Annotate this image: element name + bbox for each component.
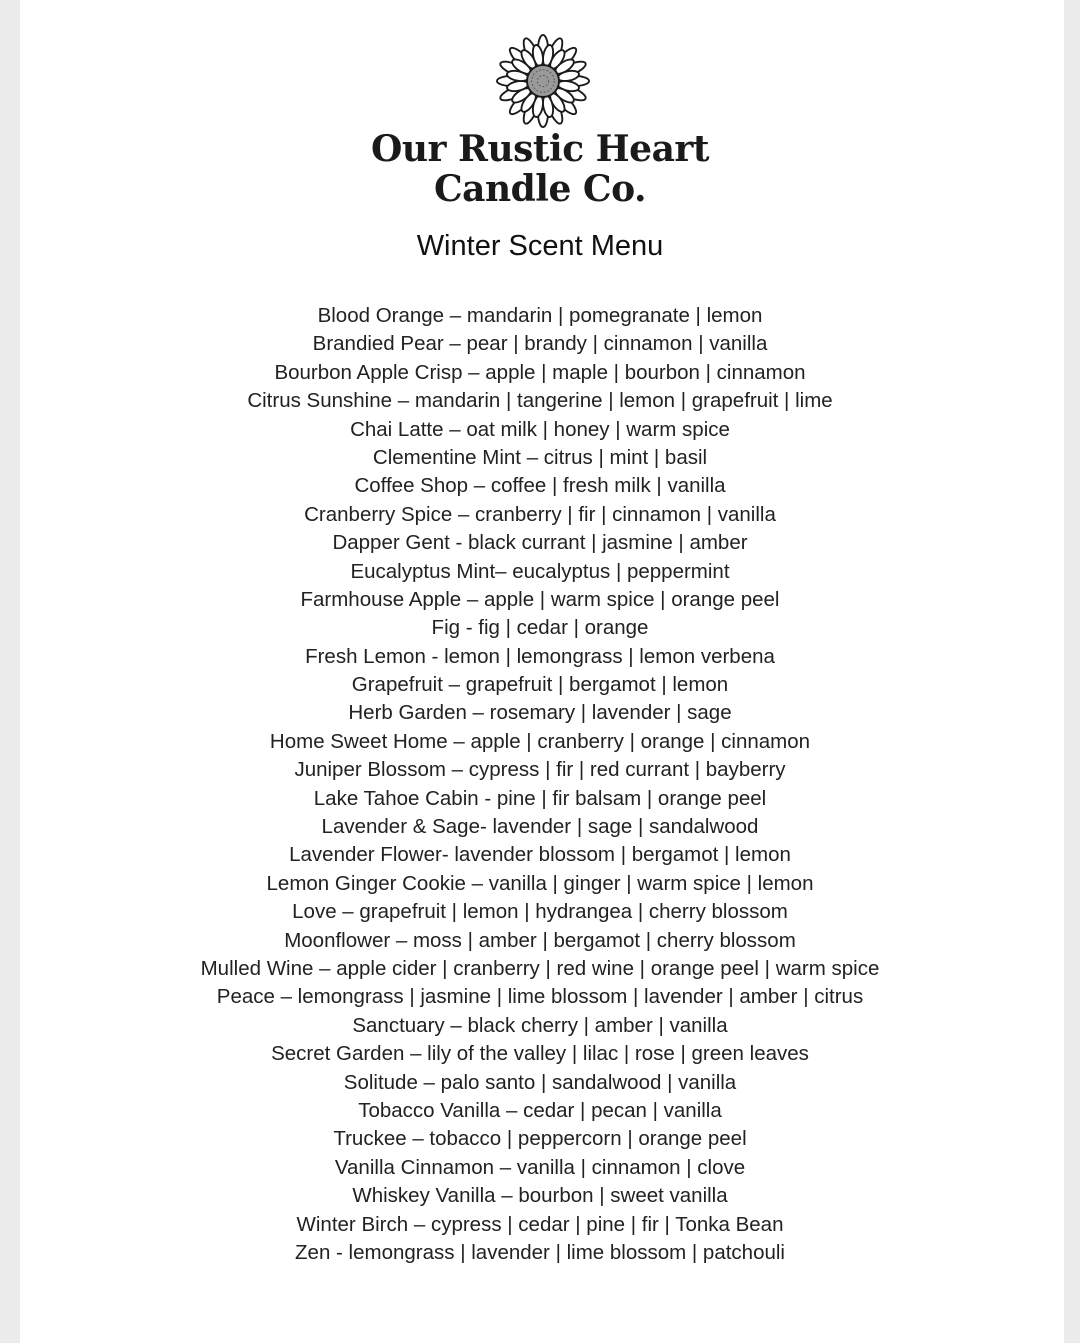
menu-title: Winter Scent Menu	[416, 230, 664, 262]
scent-item: Zen - lemongrass | lavender | lime blossom | patchouli	[295, 1240, 785, 1264]
scent-item: Dapper Gent - black currant | jasmine | amber	[332, 531, 748, 555]
scent-item: Lemon Ginger Cookie – vanilla | ginger | warm spice | lemon	[266, 871, 814, 895]
scent-item: Sanctuary – black cherry | amber | vanilla	[352, 1013, 728, 1037]
scent-item: Farmhouse Apple – apple | warm spice | orange peel	[300, 587, 780, 611]
scent-item: Home Sweet Home – apple | cranberry | orange | cinnamon	[269, 729, 811, 753]
scent-item: Whiskey Vanilla – bourbon | sweet vanilla	[352, 1184, 728, 1208]
scent-item: Winter Birch – cypress | cedar | pine | fir | Tonka Bean	[296, 1212, 784, 1236]
brand-name-line2: Candle Co.	[433, 168, 646, 210]
scent-item: Chai Latte – oat milk | honey | warm spice	[350, 417, 730, 441]
scent-item: Citrus Sunshine – mandarin | tangerine | lemon | grapefruit | lime	[247, 389, 833, 413]
scent-item: Bourbon Apple Crisp – apple | maple | bourbon | cinnamon	[274, 360, 806, 384]
scent-item: Mulled Wine – apple cider | cranberry | red wine | orange peel | warm spice	[200, 956, 880, 980]
scent-item: Tobacco Vanilla – cedar | pecan | vanilla	[358, 1098, 722, 1122]
scent-item: Secret Garden – lily of the valley | lilac | rose | green leaves	[271, 1042, 809, 1066]
scent-item: Eucalyptus Mint– eucalyptus | peppermint	[350, 559, 730, 583]
scent-item: Lavender & Sage- lavender | sage | sandalwood	[321, 815, 759, 839]
scent-item: Blood Orange – mandarin | pomegranate | lemon	[317, 304, 763, 327]
scent-list	[0, 302, 1080, 1267]
scent-item: Cranberry Spice – cranberry | fir | cinnamon | vanilla	[304, 502, 776, 526]
scent-item: Vanilla Cinnamon – vanilla | cinnamon | clove	[334, 1155, 746, 1179]
scent-item: Lake Tahoe Cabin - pine | fir balsam | orange peel	[313, 786, 767, 810]
scent-item: Solitude – palo santo | sandalwood | vanilla	[343, 1070, 737, 1094]
scent-item: Peace – lemongrass | jasmine | lime blossom | lavender | amber | citrus	[216, 985, 864, 1009]
scent-item: Moonflower – moss | amber | bergamot | cherry blossom	[284, 928, 796, 952]
scent-item: Clementine Mint – citrus | mint | basil	[372, 445, 708, 469]
scent-item: Fresh Lemon - lemon | lemongrass | lemon verbena	[305, 644, 775, 668]
scent-item: Lavender Flower- lavender blossom | bergamot | lemon	[289, 843, 791, 867]
scent-item: Fig - fig | cedar | orange	[431, 616, 649, 640]
scent-item: Juniper Blossom – cypress | fir | red currant | bayberry	[294, 758, 786, 782]
scent-item: Truckee – tobacco | peppercorn | orange peel	[333, 1127, 747, 1151]
scent-item: Brandied Pear – pear | brandy | cinnamon | vanilla	[312, 332, 768, 356]
scent-item: Love – grapefruit | lemon | hydrangea | cherry blossom	[292, 900, 788, 924]
brand-name-line1: Our Rustic Heart	[371, 128, 709, 170]
scent-item: Herb Garden – rosemary | lavender | sage	[348, 701, 732, 725]
scent-item: Grapefruit – grapefruit | bergamot | lemon	[351, 673, 729, 697]
sunflower-icon	[496, 34, 590, 128]
scent-item: Coffee Shop – coffee | fresh milk | vanilla	[354, 474, 726, 498]
